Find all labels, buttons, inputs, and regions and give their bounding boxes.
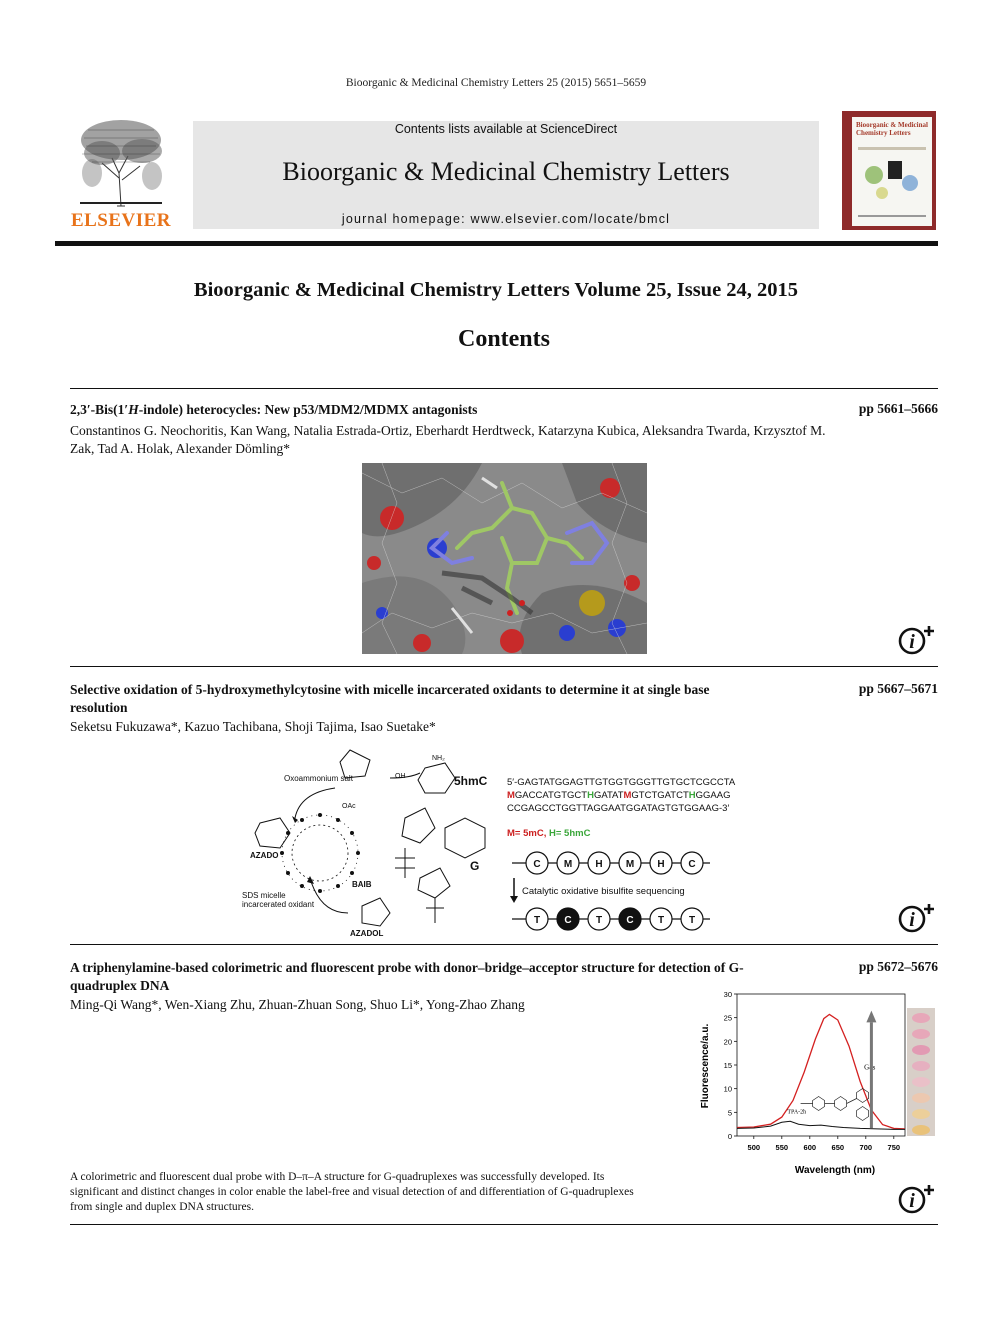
cover-art-icon: [852, 117, 932, 226]
article-1-title[interactable]: [70, 401, 770, 419]
y-tick-label: 20: [723, 1037, 732, 1047]
seq-5hmc-mark: H: [587, 790, 594, 801]
bead-label: H: [595, 859, 603, 870]
volume-title: Bioorganic & Medicinal Chemistry Letters Volume 25, Issue 24, 2015: [193, 279, 799, 301]
article-1-authors: Constantinos G. Neochoritis, Kan Wang, Natalia Estrada-Ortiz, Eberhardt Herdtweck, Katarzyna Kubica, Aleksandra Twarda, Krzysztof M. Zak, Tad A. Holak, Alexander Dömling*: [70, 423, 826, 456]
incarcerated-oxidant-label: incarcerated oxidant: [242, 900, 315, 909]
bead-label: H: [657, 859, 665, 870]
article-3-abstract: A colorimetric and fluorescent dual probe with D–π–A structure for G-quadruplexes was successfully developed. Its significant and distinct changes in color enable the label-free and visual detection of and differentiation of G-quadruplexes from single and duplex DNA structures.: [70, 1171, 634, 1213]
tpa-structure-icon: [857, 1107, 869, 1121]
y-tick-label: 30: [723, 990, 732, 999]
azado-label: AZADO: [250, 851, 279, 860]
sequence-bead: [650, 908, 672, 930]
x-tick-label: 650: [831, 1143, 845, 1152]
sequence-bead: [526, 852, 548, 874]
bead-label: C: [688, 859, 696, 870]
info-plus-icon[interactable]: [897, 624, 937, 656]
seq-part: GACCATGTGCT: [514, 790, 588, 801]
journal-citation: Bioorganic & Medicinal Chemistry Letters 25 (2015) 5651–5659: [345, 77, 647, 89]
baib-label: BAIB: [352, 880, 372, 889]
svg-text:i: i: [909, 631, 915, 653]
bead-label: M: [563, 859, 573, 870]
fluorescence-spectrum-chart: [690, 986, 940, 1178]
chart-lines: [737, 1014, 905, 1129]
tpa-bond-icon: [801, 1099, 857, 1104]
info-plus-icon[interactable]: [897, 1183, 937, 1215]
sample-tube-icon: [912, 1077, 930, 1087]
elsevier-wordmark: ELSEVIER: [70, 210, 172, 231]
chart-x-label: Wavelength (nm): [794, 1165, 876, 1176]
journal-name: Bioorganic & Medicinal Chemistry Letters: [282, 157, 730, 186]
sequence-legend: [507, 828, 591, 839]
sample-tube-icon: [912, 1109, 930, 1119]
article-3-authors: Ming-Qi Wang*, Wen-Xiang Zhu, Zhuan-Zhuan Song, Shuo Li*, Yong-Zhao Zhang: [70, 997, 525, 1012]
legend-5mc: M= 5mC,: [507, 828, 547, 839]
article-1-pages[interactable]: pp 5661–5666: [858, 401, 938, 416]
article-1-title-part: -indole) heterocycles: New p53/MDM2/MDMX antagonists: [138, 402, 478, 417]
chart-axes: [737, 994, 905, 1136]
sample-tube-icon: [912, 1061, 930, 1071]
sequence-bead: [526, 908, 548, 930]
azadol-label: AZADOL: [350, 929, 384, 938]
article-divider: [70, 666, 938, 667]
sequence-bead: [588, 852, 610, 874]
sequence-bead: [557, 852, 579, 874]
seq-5mc-mark: M: [507, 790, 515, 801]
sample-tube-icon: [912, 1045, 930, 1055]
bead-label: M: [625, 859, 635, 870]
contents-available-link[interactable]: Contents lists available at ScienceDirect: [394, 122, 618, 136]
journal-banner: [193, 121, 819, 229]
sds-micelle-label: SDS micelle: [242, 891, 286, 900]
y-tick-label: 5: [727, 1108, 732, 1118]
seq-part: GATAT: [593, 790, 624, 801]
tpa-structure-icon: [857, 1089, 869, 1103]
sample-tube-icon: [912, 1029, 930, 1039]
sequence-bead: [681, 852, 703, 874]
tpa-structure-icon: [835, 1097, 847, 1111]
x-tick-label: 500: [747, 1143, 761, 1152]
bead-label: T: [533, 915, 541, 926]
nh2-label: NH₂: [432, 755, 445, 762]
series-line-g4s: [737, 1014, 905, 1129]
info-plus-icon[interactable]: [897, 902, 937, 934]
bead-label: C: [533, 859, 541, 870]
journal-homepage-link[interactable]: journal homepage: www.elsevier.com/locate/bmcl: [341, 212, 671, 226]
x-tick-label: 700: [859, 1143, 873, 1152]
sequence-bead: [557, 908, 579, 930]
sample-tube-icon: [912, 1013, 930, 1023]
sequence-bead: [619, 852, 641, 874]
bisulfite-method-label: Catalytic oxidative bisulfite sequencing: [522, 886, 685, 897]
y-tick-label: 10: [723, 1084, 732, 1094]
svg-text:i: i: [909, 1190, 915, 1212]
y-tick-label: 15: [723, 1061, 732, 1070]
seq-5hmc-mark: H: [688, 790, 696, 801]
increase-arrowhead-icon: [866, 1011, 876, 1023]
chart-frame: [737, 994, 905, 1136]
sample-tube-icon: [912, 1093, 930, 1103]
article-divider: [70, 944, 938, 945]
article-1-title-part: 2,3′-Bis(1′: [70, 402, 129, 417]
sequence-line-2: [507, 790, 730, 801]
header-rule: [55, 241, 938, 246]
chart-annotation-g4s: G4s: [864, 1063, 876, 1072]
y-tick-label: 25: [723, 1013, 732, 1023]
sequence-bead: [650, 852, 672, 874]
article-divider: [70, 388, 938, 389]
oh-label: OH: [395, 773, 406, 780]
sequence-bead: [619, 908, 641, 930]
x-tick-label: 600: [803, 1143, 817, 1152]
g-label: G: [470, 859, 480, 873]
chart-y-label: Fluorescence/a.u.: [700, 1023, 711, 1109]
oxidative-bisulfite-scheme: [240, 748, 780, 940]
bead-label: T: [595, 915, 603, 926]
article-2-title[interactable]: Selective oxidation of 5-hydroxymethylcytosine with micelle incarcerated oxidants to determine it at single base resolution: [70, 682, 710, 715]
5hmc-label: 5hmC: [454, 774, 488, 788]
legend-5hmc: H= 5hmC: [548, 828, 591, 839]
sequence-line-1: 5′-GAGTATGGAGTTGTGGTGGGTTGTGCTCGCCTA: [507, 777, 736, 788]
seq-part: GGAAG: [695, 790, 731, 801]
oac-label: OAc: [342, 803, 356, 810]
contents-heading: Contents: [457, 326, 550, 352]
article-1-title-italic: H: [128, 402, 139, 417]
journal-cover-thumbnail[interactable]: [842, 111, 936, 230]
svg-text:i: i: [909, 909, 915, 931]
sequence-bead: [681, 908, 703, 930]
bead-label: T: [688, 915, 696, 926]
y-tick-label: 0: [727, 1132, 732, 1141]
sample-tube-icon: [912, 1125, 930, 1135]
seq-5mc-mark: M: [623, 790, 632, 801]
seq-part: GTCTGATCT: [631, 790, 689, 801]
tpa-structure-icon: [813, 1097, 825, 1111]
article-2-pages[interactable]: pp 5667–5671: [858, 681, 938, 696]
article-3-title[interactable]: A triphenylamine-based colorimetric and fluorescent probe with donor–bridge–acceptor structure for detection of G-quadruplex DNA: [70, 960, 744, 993]
x-tick-label: 550: [775, 1143, 789, 1152]
bead-label: C: [626, 915, 634, 926]
article-3-pages[interactable]: pp 5672–5676: [858, 959, 938, 974]
elsevier-tree-icon: [72, 118, 170, 208]
chart-annotation-tpa2h: TPA-2h: [787, 1109, 807, 1116]
sequence-bead: [588, 908, 610, 930]
cover-title: Bioorganic & Medicinal Chemistry Letters: [856, 121, 928, 137]
oxoammonium-salt-label: Oxoammonium salt: [284, 774, 353, 783]
x-tick-label: 750: [887, 1143, 901, 1152]
molecular-docking-graphic: [362, 463, 647, 654]
elsevier-logo[interactable]: [66, 118, 176, 234]
article-2-authors: Seketsu Fukuzawa*, Kazuo Tachibana, Shoji Tajima, Isao Suetake*: [70, 719, 436, 734]
article-divider: [70, 1224, 938, 1225]
bead-label: T: [657, 915, 665, 926]
bead-label: C: [564, 915, 572, 926]
sequence-line-3: CCGAGCCTGGTTAGGAATGGATAGTGTGGAAG-3′: [507, 803, 730, 814]
